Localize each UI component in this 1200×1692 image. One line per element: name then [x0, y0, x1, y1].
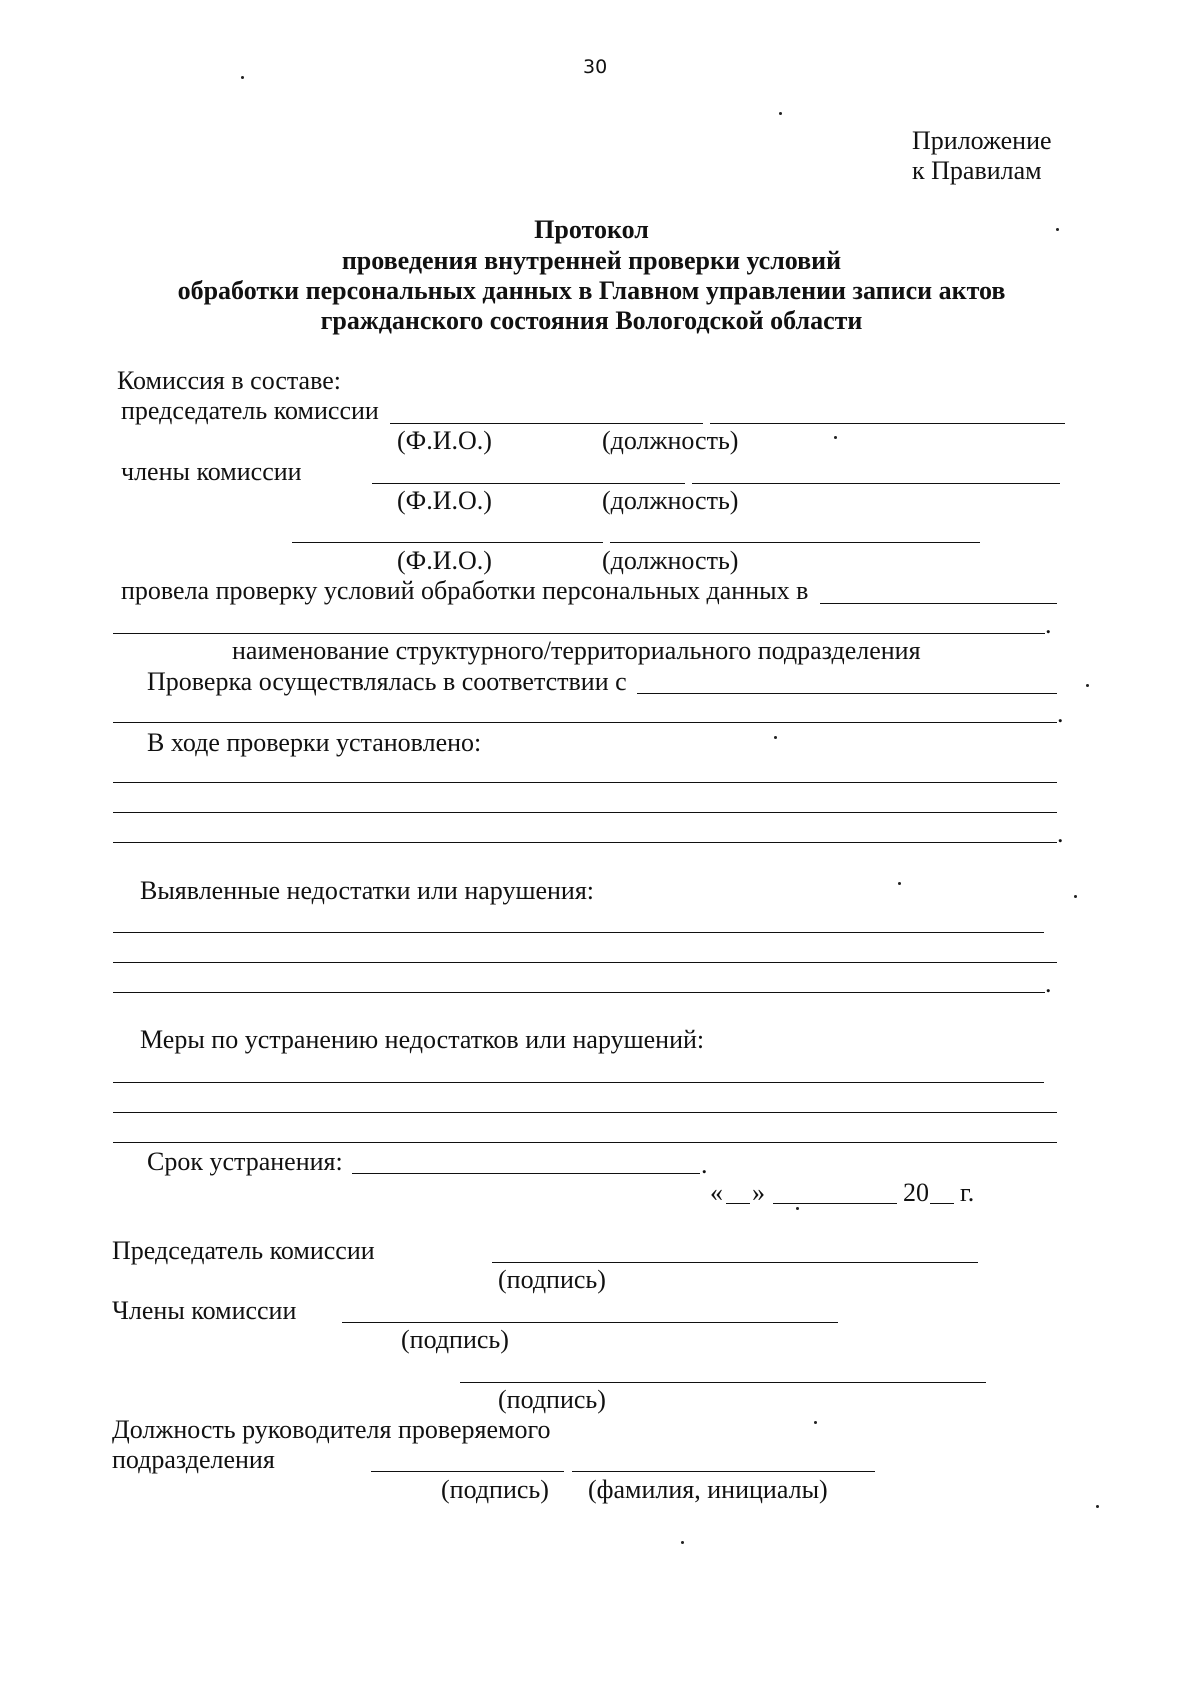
document-title: Протокол — [534, 215, 649, 244]
date-month-field[interactable] — [773, 1203, 897, 1204]
unit-hint: наименование структурного/территориального подразделения — [232, 636, 921, 665]
violations-field-line1[interactable] — [113, 932, 1044, 933]
scan-speck — [796, 1207, 799, 1210]
basis-field-part2[interactable] — [113, 722, 1057, 723]
unit-field-part2[interactable] — [113, 633, 1045, 634]
appendix-reference: к Правилам — [912, 156, 1042, 185]
signature-hint: (подпись) — [401, 1325, 509, 1354]
basis-text: Проверка осуществлялась в соответствии с — [147, 667, 627, 696]
violations-field-line2[interactable] — [113, 962, 1057, 963]
date-close-quote: » — [752, 1178, 765, 1207]
document-subtitle-line1: проведения внутренней проверки условий — [341, 246, 842, 275]
members-signature-label: Члены комиссии — [112, 1296, 297, 1325]
date-year-suffix: г. — [960, 1178, 975, 1207]
document-subtitle-line2: обработки персональных данных в Главном управлении записи актов — [177, 276, 1006, 305]
deadline-field[interactable] — [352, 1173, 700, 1174]
period: . — [1045, 610, 1052, 639]
member1-signature-field[interactable] — [342, 1322, 838, 1323]
violations-heading: Выявленные недостатки или нарушения: — [140, 876, 595, 905]
period: . — [1057, 819, 1064, 848]
date-open-quote: « — [710, 1178, 723, 1207]
measures-field-line1[interactable] — [113, 1082, 1044, 1083]
period: . — [1045, 969, 1052, 998]
signature-hint: (подпись) — [441, 1475, 549, 1504]
scan-speck — [1074, 895, 1077, 898]
head-name-field[interactable] — [572, 1471, 875, 1472]
name-hint: (фамилия, инициалы) — [588, 1475, 828, 1504]
position-hint: (должность) — [602, 546, 739, 575]
member1-position-field[interactable] — [692, 483, 1060, 484]
scan-speck — [1096, 1505, 1099, 1508]
fio-hint: (Ф.И.О.) — [397, 546, 492, 575]
commission-heading: Комиссия в составе: — [117, 366, 341, 395]
basis-field-part1[interactable] — [637, 693, 1057, 694]
measures-heading: Меры по устранению недостатков или нарушений: — [140, 1025, 705, 1054]
scan-speck — [774, 736, 777, 739]
established-heading: В ходе проверки установлено: — [147, 728, 482, 757]
head-signature-field[interactable] — [371, 1471, 564, 1472]
scan-speck — [834, 436, 837, 439]
members-label: члены комиссии — [121, 457, 302, 486]
member2-name-field[interactable] — [292, 542, 603, 543]
date-year-prefix: 20 — [903, 1178, 929, 1207]
measures-field-line2[interactable] — [113, 1112, 1057, 1113]
scan-speck — [681, 1541, 684, 1544]
position-hint: (должность) — [602, 426, 739, 455]
head-position-label-cont: подразделения — [112, 1445, 275, 1474]
scan-speck — [779, 112, 782, 115]
appendix-label: Приложение — [912, 126, 1052, 155]
member2-signature-field[interactable] — [460, 1382, 986, 1383]
period: . — [701, 1150, 708, 1179]
chair-signature-field[interactable] — [492, 1262, 978, 1263]
deadline-label: Срок устранения: — [147, 1147, 343, 1176]
measures-field-line3[interactable] — [113, 1142, 1057, 1143]
position-hint: (должность) — [602, 486, 739, 515]
scan-speck — [814, 1421, 817, 1424]
established-field-line3[interactable] — [113, 842, 1057, 843]
signature-hint: (подпись) — [498, 1385, 606, 1414]
established-field-line1[interactable] — [113, 782, 1057, 783]
period: . — [1057, 699, 1064, 728]
fio-hint: (Ф.И.О.) — [397, 426, 492, 455]
head-position-label: Должность руководителя проверяемого — [112, 1415, 551, 1444]
member2-position-field[interactable] — [610, 542, 980, 543]
unit-field-part1[interactable] — [820, 603, 1057, 604]
date-year-field[interactable] — [930, 1203, 954, 1204]
scan-speck — [898, 882, 901, 885]
scan-speck — [241, 76, 244, 79]
established-field-line2[interactable] — [113, 812, 1057, 813]
inspection-conducted-text: провела проверку условий обработки персональных данных в — [121, 576, 809, 605]
fio-hint: (Ф.И.О.) — [397, 486, 492, 515]
page-number: 30 — [583, 56, 608, 78]
signature-hint: (подпись) — [498, 1265, 606, 1294]
document-subtitle-line3: гражданского состояния Вологодской области — [320, 306, 863, 335]
date-day-field[interactable] — [726, 1203, 750, 1204]
violations-field-line3[interactable] — [113, 992, 1045, 993]
scan-speck — [1086, 684, 1089, 687]
chair-signature-label: Председатель комиссии — [112, 1236, 375, 1265]
chair-position-field[interactable] — [710, 423, 1065, 424]
chair-label: председатель комиссии — [121, 396, 379, 425]
member1-name-field[interactable] — [372, 483, 685, 484]
scan-speck — [1056, 228, 1059, 231]
chair-name-field[interactable] — [390, 423, 703, 424]
